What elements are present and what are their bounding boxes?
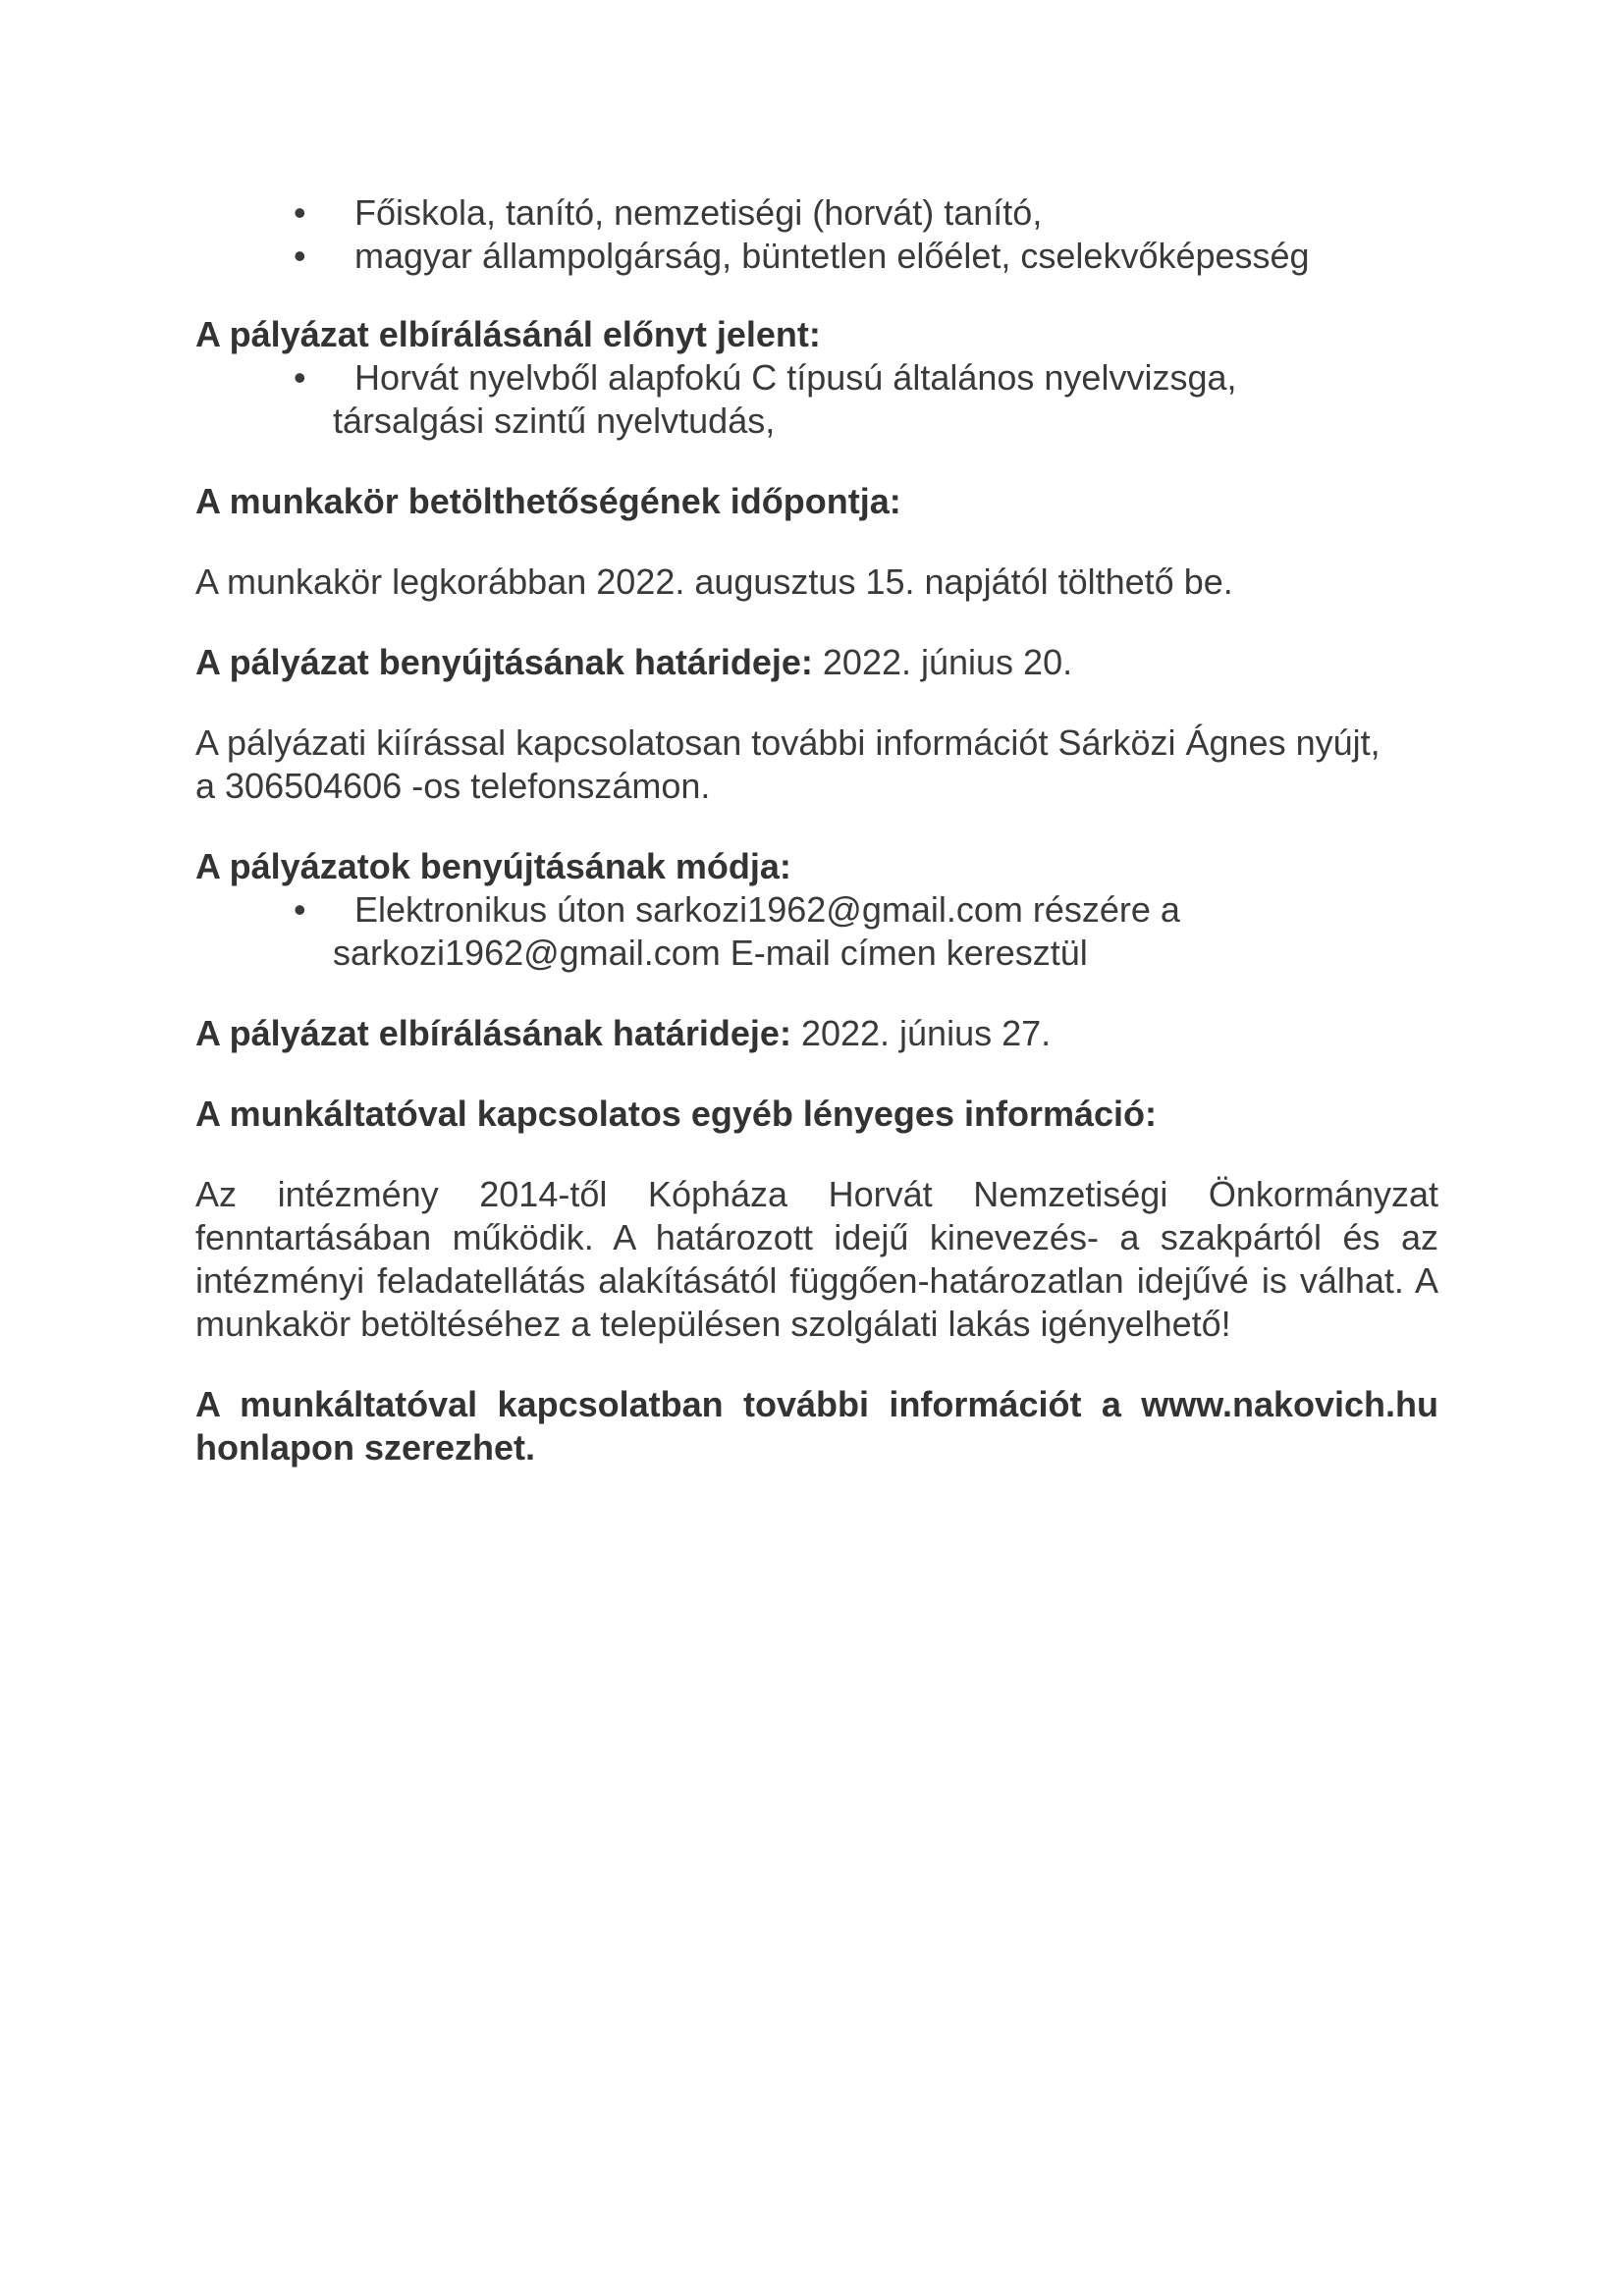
advantage-list xyxy=(195,356,1438,443)
contact-line2: a 306504606 -os telefonszámon. xyxy=(195,766,711,806)
requirement-text: magyar állampolgárság, büntetlen előélet, cselekvőképesség xyxy=(354,236,1310,276)
website-info: A munkáltatóval kapcsolatban további információt a www.nakovich.hu honlapon szerezhet. xyxy=(195,1384,1438,1468)
advantage-heading: A pályázat elbírálásánál előnyt jelent: xyxy=(195,314,821,354)
contact-line1: A pályázati kiírással kapcsolatosan további információt Sárközi Ágnes nyújt, xyxy=(195,722,1380,763)
start-date-heading: A munkakör betölthetőségének időpontja: xyxy=(195,481,901,521)
list-item xyxy=(195,191,1438,235)
list-item xyxy=(195,888,1438,975)
deadline-value: 2022. június 20. xyxy=(812,642,1073,682)
submission-text-line2: sarkozi1962@gmail.com E-mail címen keresztül xyxy=(333,933,1088,973)
employer-info-text: Az intézmény 2014-től Kópháza Horvát Nemzetiségi Önkormányzat fenntartásában működik. A határozott idejű kinevezés- a szakpártól és az intézményi feladatellátás alakításától függően-határozatlan idejűvé is válhat. A munkakör betöltéséhez a településen szolgálati lakás igényelhető! xyxy=(195,1174,1438,1344)
evaluation-label: A pályázat elbírálásának határideje: xyxy=(195,1013,791,1053)
requirements-list xyxy=(195,191,1438,278)
advantage-text-line1: Horvát nyelvből alapfokú C típusú általános nyelvvizsga, xyxy=(354,357,1237,398)
advantage-text-line2: társalgási szintű nyelvtudás, xyxy=(333,400,776,441)
submission-text-line1: Elektronikus úton sarkozi1962@gmail.com részére a xyxy=(354,889,1180,930)
submission-list xyxy=(195,888,1438,975)
deadline-line xyxy=(195,641,1438,684)
evaluation-line xyxy=(195,1012,1438,1055)
list-item xyxy=(195,235,1438,278)
deadline-label: A pályázat benyújtásának határideje: xyxy=(195,642,813,682)
document-page xyxy=(195,191,1438,1469)
submission-heading: A pályázatok benyújtásának módja: xyxy=(195,846,791,886)
bullet-icon: • xyxy=(294,236,306,276)
start-date-text: A munkakör legkorábban 2022. augusztus 15. napjától tölthető be. xyxy=(195,561,1233,602)
employer-info-heading: A munkáltatóval kapcsolatos egyéb lényeges információ: xyxy=(195,1094,1157,1134)
bullet-icon: • xyxy=(294,357,306,398)
requirement-text: Főiskola, tanító, nemzetiségi (horvát) tanító, xyxy=(354,192,1043,233)
list-item xyxy=(195,356,1438,443)
bullet-icon: • xyxy=(294,889,306,930)
evaluation-value: 2022. június 27. xyxy=(790,1013,1052,1053)
bullet-icon: • xyxy=(294,192,306,233)
